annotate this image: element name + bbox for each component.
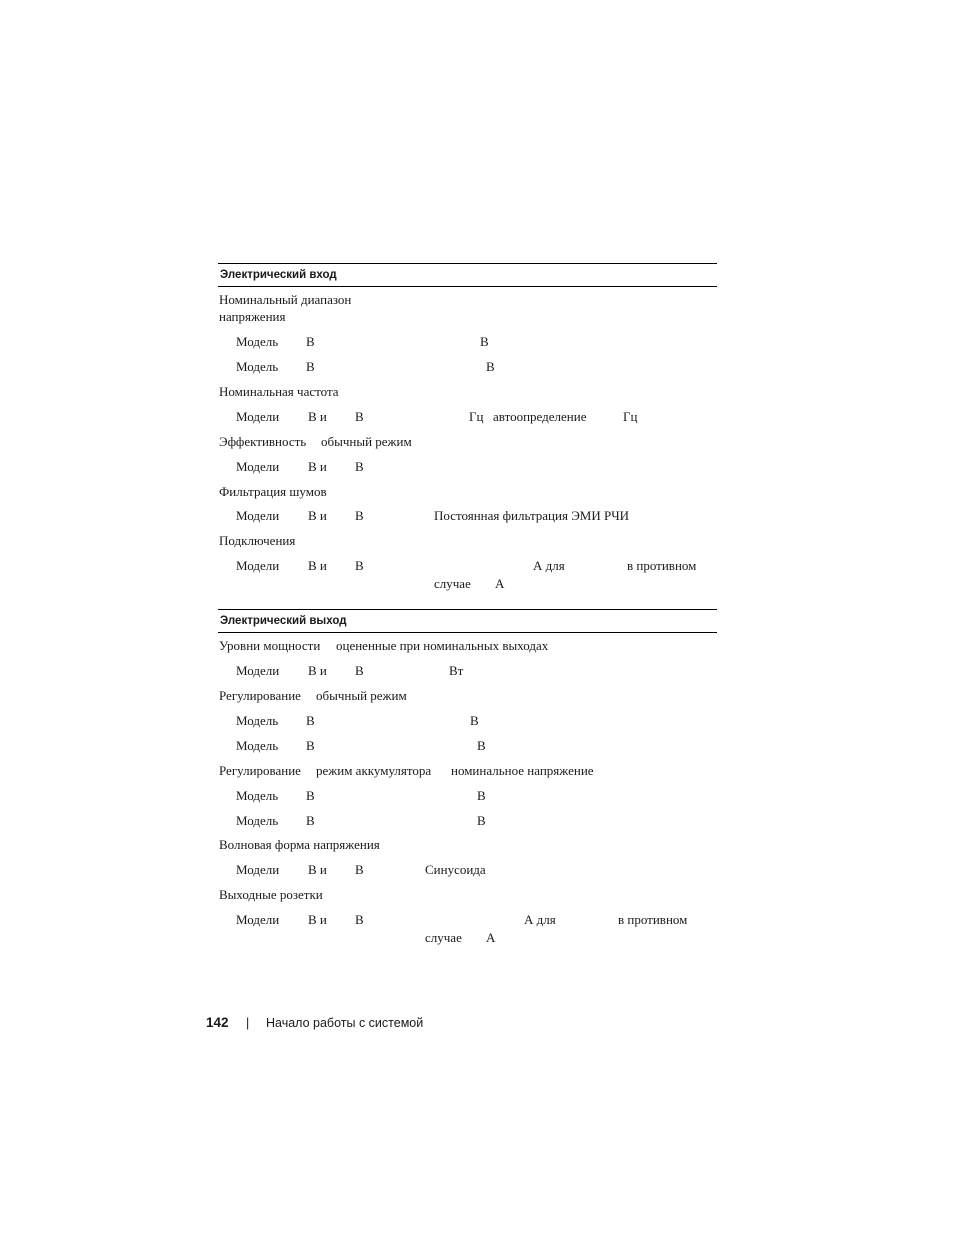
connections-label: Подключения <box>219 533 296 548</box>
eff-row-b: В <box>355 459 364 474</box>
footer-separator: | <box>246 1016 250 1030</box>
outlets-row-amp-for: А для <box>524 912 556 927</box>
reg-row1-model: Модель <box>236 713 279 728</box>
reg-row1-unit1: В <box>306 713 315 728</box>
regb-row1-unit2: В <box>477 788 486 803</box>
noise-row-model: Модели <box>236 508 280 523</box>
regulation-battery-label: Регулирование <box>219 763 301 778</box>
eff-row-a: В и <box>308 459 327 474</box>
wave-row-model: Модели <box>236 862 280 877</box>
input-heading: Электрический вход <box>220 269 337 281</box>
regb-row2-unit2: В <box>477 813 486 828</box>
freq-row-b: В <box>355 409 364 424</box>
noise-filter-label: Фильтрация шумов <box>219 484 327 499</box>
row2-unit2: В <box>486 359 495 374</box>
freq-row-hz2: Гц <box>623 409 638 424</box>
waveform-label: Волновая форма напряжения <box>219 837 380 852</box>
regulation-battery-nominal: номинальное напряжение <box>451 763 594 778</box>
regb-row1-unit1: В <box>306 788 315 803</box>
regulation-mode: обычный режим <box>316 688 407 703</box>
power-row-watt: Вт <box>449 663 464 678</box>
conn-row-model: Модели <box>236 558 280 573</box>
efficiency-mode: обычный режим <box>321 434 412 449</box>
row2-unit1: В <box>306 359 315 374</box>
row1-unit2: В <box>480 334 489 349</box>
reg-row1-unit2: В <box>470 713 479 728</box>
regb-row2-unit1: В <box>306 813 315 828</box>
freq-row-hz1: Гц <box>469 409 484 424</box>
row1-model: Модель <box>236 334 279 349</box>
noise-row-a: В и <box>308 508 327 523</box>
freq-row-a: В и <box>308 409 327 424</box>
voltage-range-label-line1: Номинальный диапазон <box>219 292 352 307</box>
output-heading: Электрический выход <box>220 615 347 627</box>
footer-section-title: Начало работы с системой <box>266 1016 424 1030</box>
conn-row-case: случае <box>434 576 471 591</box>
power-row-a: В и <box>308 663 327 678</box>
outlets-row-model: Модели <box>236 912 280 927</box>
eff-row-model: Модели <box>236 459 280 474</box>
row2-model: Модель <box>236 359 279 374</box>
power-row-model: Модели <box>236 663 280 678</box>
row1-unit1: В <box>306 334 315 349</box>
wave-row-a: В и <box>308 862 327 877</box>
outlets-row-b: В <box>355 912 364 927</box>
freq-row-model: Модели <box>236 409 280 424</box>
reg-row2-unit1: В <box>306 738 315 753</box>
efficiency-label: Эффективность <box>219 434 307 449</box>
outlets-row-a: В и <box>308 912 327 927</box>
outlets-row-amp: А <box>486 930 496 945</box>
frequency-label: Номинальная частота <box>219 384 339 399</box>
noise-row-value: Постоянная фильтрация ЭМИ РЧИ <box>434 508 630 523</box>
outlets-label: Выходные розетки <box>219 887 323 902</box>
wave-row-b: В <box>355 862 364 877</box>
regulation-label: Регулирование <box>219 688 301 703</box>
input-section-header <box>218 263 717 287</box>
voltage-range-label-line2: напряжения <box>219 309 286 324</box>
conn-row-otherwise: в противном <box>627 558 697 573</box>
page-number: 142 <box>206 1015 229 1030</box>
reg-row2-unit2: В <box>477 738 486 753</box>
power-row-b: В <box>355 663 364 678</box>
output-section-header <box>218 609 717 633</box>
conn-row-amp-for: А для <box>533 558 565 573</box>
outlets-row-case: случае <box>425 930 462 945</box>
conn-row-b: В <box>355 558 364 573</box>
regb-row1-model: Модель <box>236 788 279 803</box>
conn-row-a: В и <box>308 558 327 573</box>
wave-row-value: Синусоида <box>425 862 486 877</box>
power-note: оцененные при номинальных выходах <box>336 638 549 653</box>
noise-row-b: В <box>355 508 364 523</box>
outlets-row-otherwise: в противном <box>618 912 688 927</box>
reg-row2-model: Модель <box>236 738 279 753</box>
conn-row-amp: А <box>495 576 505 591</box>
regb-row2-model: Модель <box>236 813 279 828</box>
power-label: Уровни мощности <box>219 638 321 653</box>
freq-row-auto: автоопределение <box>493 409 587 424</box>
regulation-battery-mode: режим аккумулятора <box>316 763 432 778</box>
